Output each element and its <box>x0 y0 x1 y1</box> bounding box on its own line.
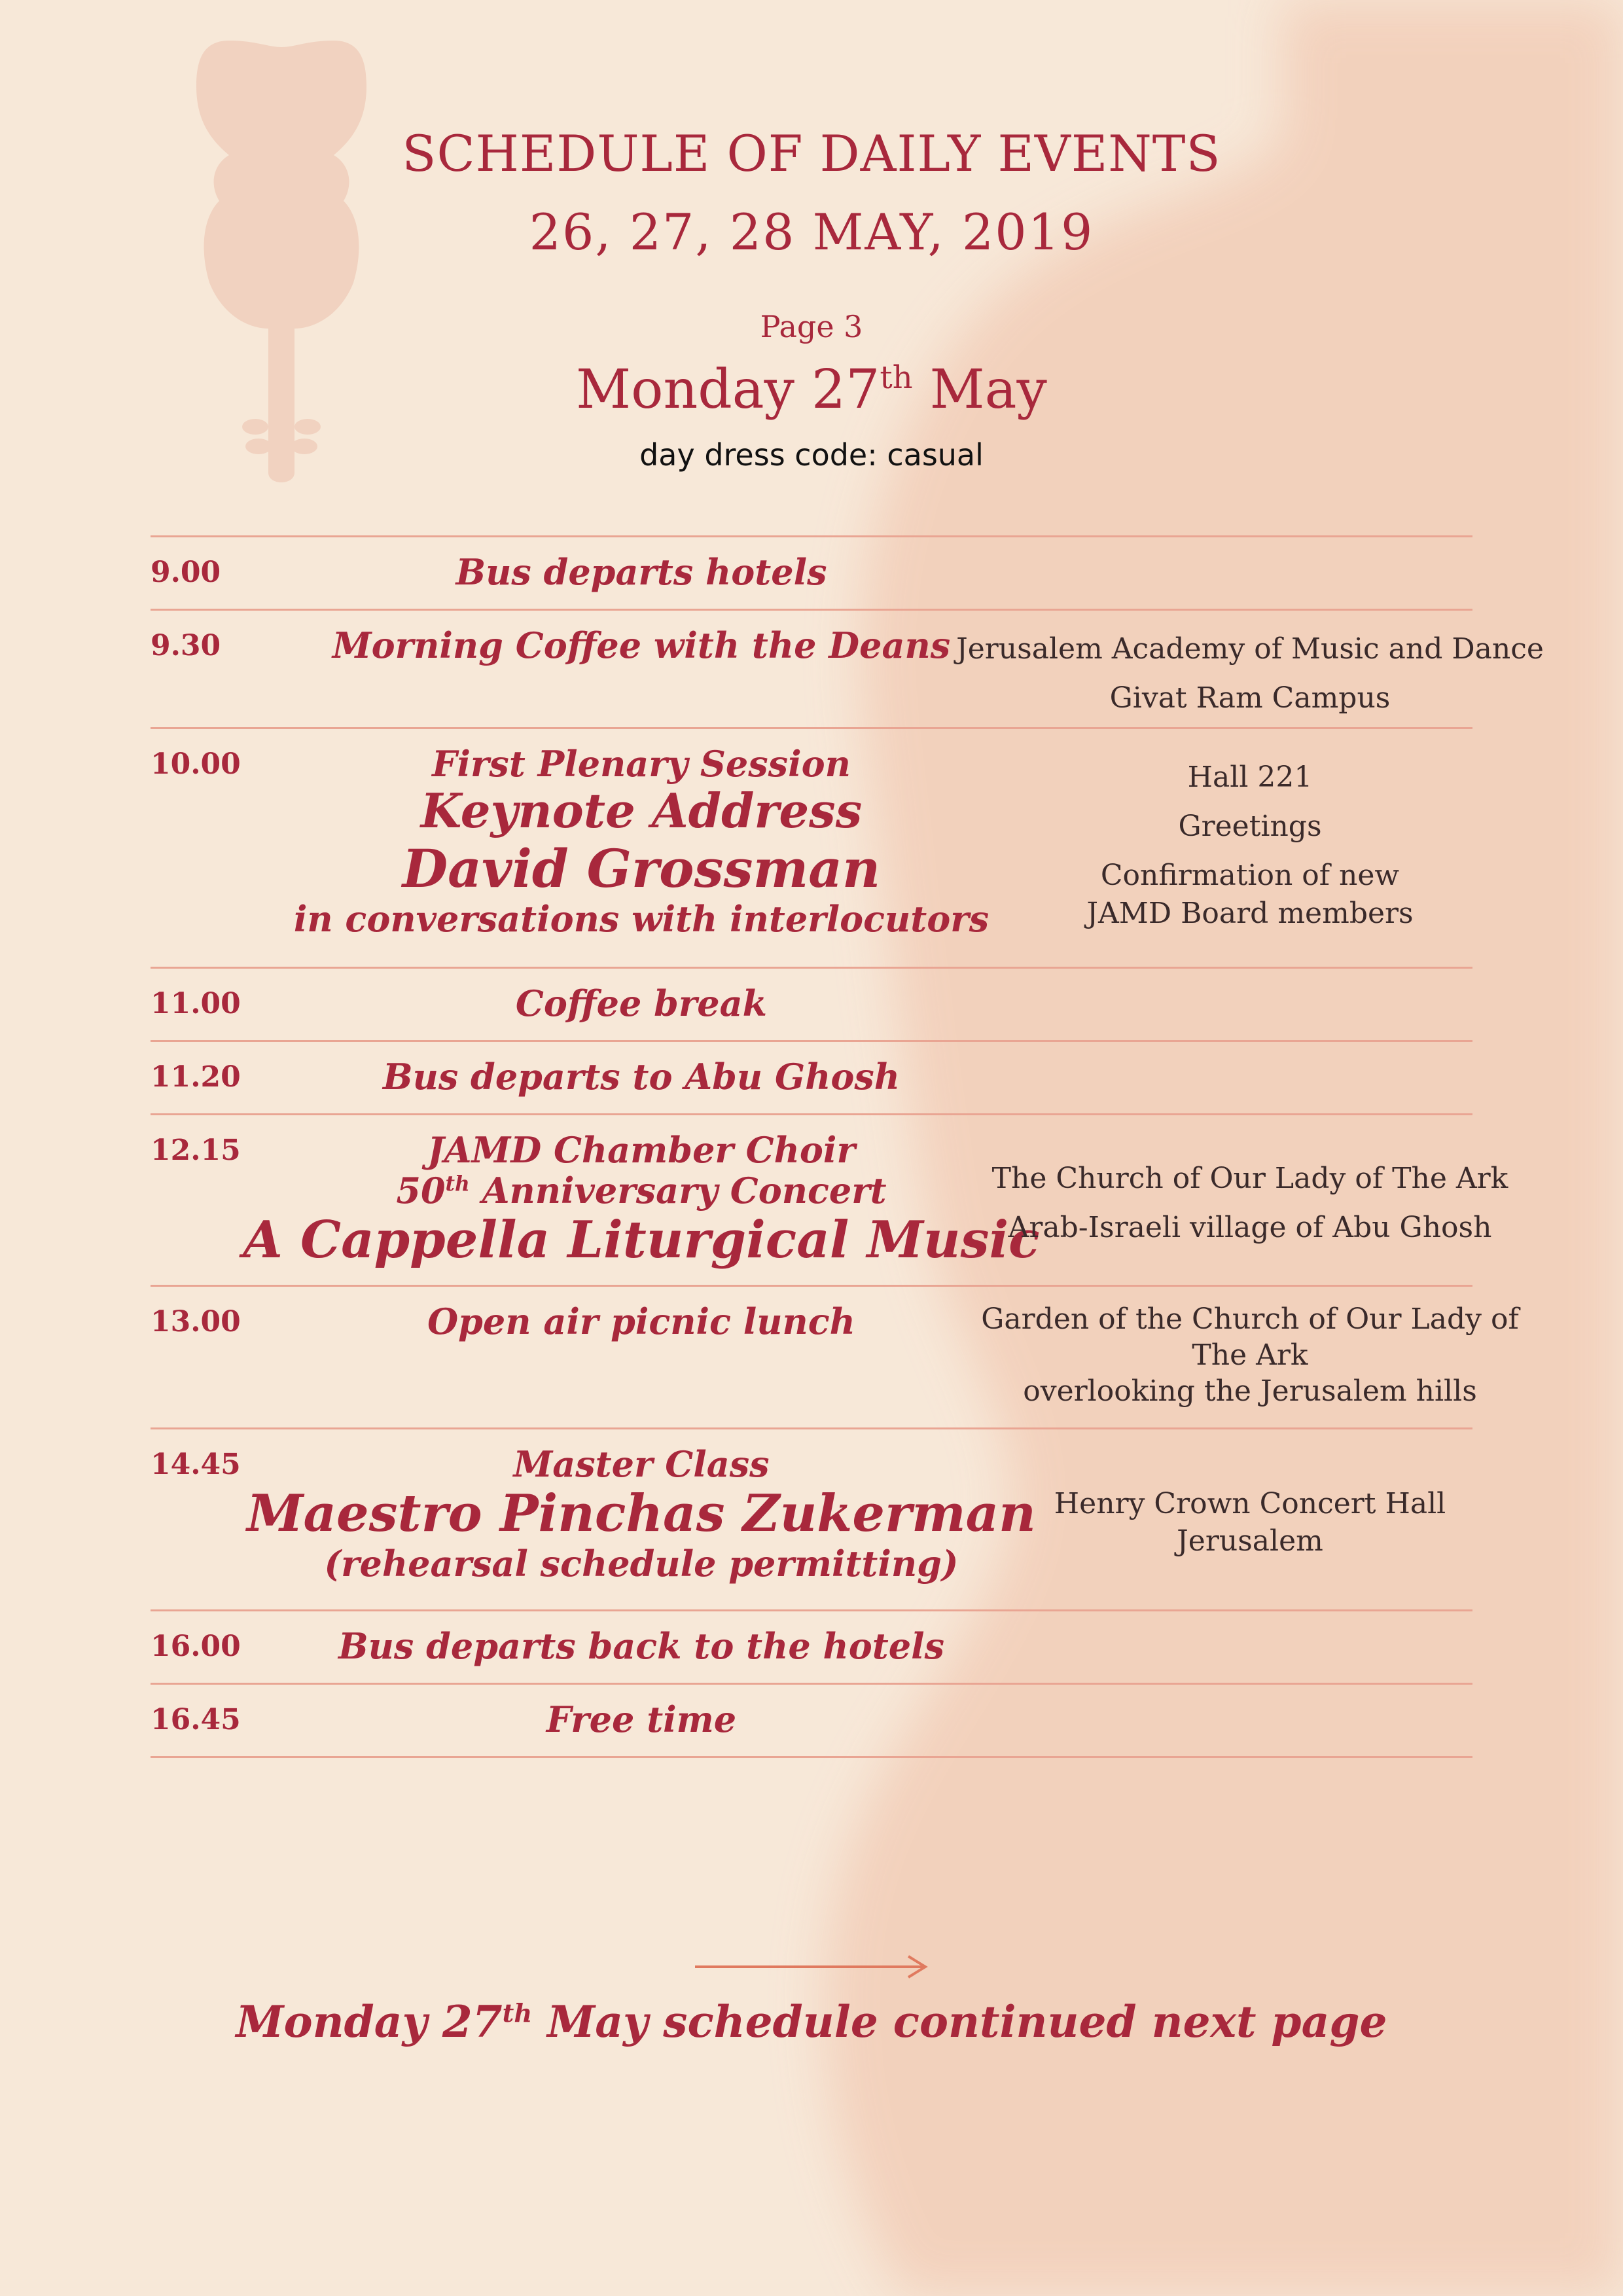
day-heading-prefix: Monday 27 <box>576 359 880 421</box>
event-line: Bus departs to Abu Ghosh <box>382 1056 901 1098</box>
schedule-row <box>151 969 1472 1042</box>
event-dates: 26, 27, 28 MAY, 2019 <box>529 203 1094 261</box>
event-line: Bus departs back to the hotels <box>338 1625 944 1667</box>
schedule-row <box>151 1685 1472 1758</box>
event-line: Maestro Pinchas Zukerman <box>247 1484 1036 1544</box>
page-title: SCHEDULE OF DAILY EVENTS <box>402 124 1221 183</box>
event-line: David Grossman <box>402 837 881 899</box>
schedule-table <box>151 535 1544 1758</box>
schedule-row <box>151 1042 1472 1115</box>
row-event <box>236 1056 1145 1097</box>
venue-line: The Ark <box>1192 1338 1308 1372</box>
row-time: 11.20 <box>151 1060 241 1094</box>
event-line: First Plenary Session <box>432 743 851 785</box>
violin-icon <box>190 41 373 499</box>
row-venue <box>916 1155 1584 1253</box>
row-venue <box>916 1485 1584 1560</box>
venue-line: Greetings <box>1178 810 1322 844</box>
row-time: 9.00 <box>151 556 221 589</box>
event-line-sup: th <box>445 1172 470 1196</box>
continued-note-sup: th <box>502 1999 533 2029</box>
event-line: (rehearsal schedule permitting) <box>324 1542 959 1585</box>
row-time: 9.30 <box>151 629 221 662</box>
row-event <box>236 552 1145 592</box>
row-time: 16.45 <box>151 1703 241 1736</box>
venue-line: Arab-Israeli village of Abu Ghosh <box>1008 1210 1492 1244</box>
day-heading-suffix: May <box>912 359 1047 421</box>
event-line: in conversations with interlocutors <box>293 897 990 940</box>
event-line: Morning Coffee with the Deans <box>332 624 951 666</box>
row-venue <box>916 759 1584 932</box>
arrow-right-icon <box>695 1954 931 1980</box>
event-line: Bus departs hotels <box>455 551 827 593</box>
venue-line: Jerusalem <box>1177 1524 1323 1558</box>
row-time: 10.00 <box>151 747 241 781</box>
event-line: Open air picnic lunch <box>427 1300 855 1342</box>
venue-line: Jerusalem Academy of Music and Dance <box>956 632 1544 666</box>
venue-line: overlooking the Jerusalem hills <box>1023 1374 1477 1408</box>
venue-line: The Church of Our Lady of The Ark <box>991 1162 1508 1195</box>
venue-line: JAMD Board members <box>1086 896 1414 930</box>
row-time: 12.15 <box>151 1134 241 1167</box>
row-time: 16.00 <box>151 1630 241 1663</box>
row-venue <box>916 1301 1584 1409</box>
event-line: Master Class <box>513 1443 770 1485</box>
schedule-row <box>151 611 1544 729</box>
day-heading <box>0 359 1623 421</box>
continued-note <box>0 1996 1623 2047</box>
row-time: 14.45 <box>151 1448 241 1481</box>
day-heading-sup: th <box>880 359 913 396</box>
row-event <box>236 983 1145 1024</box>
continued-note-suffix: May schedule continued next page <box>532 1996 1387 2047</box>
venue-line: Givat Ram Campus <box>1109 681 1391 715</box>
event-line-part: Anniversary Concert <box>469 1170 887 1212</box>
event-line: Keynote Address <box>420 783 863 839</box>
schedule-row <box>151 537 1472 611</box>
venue-line: Hall 221 <box>1187 761 1313 794</box>
schedule-row <box>151 1115 1508 1287</box>
page-number: Page 3 <box>760 309 863 344</box>
event-line: JAMD Chamber Choir <box>427 1129 855 1171</box>
row-time: 11.00 <box>151 987 241 1020</box>
row-venue <box>916 625 1584 723</box>
schedule-row <box>151 1611 1472 1685</box>
dress-code: day dress code: casual <box>639 437 984 473</box>
continued-note-prefix: Monday 27 <box>236 1996 503 2047</box>
row-event <box>236 1626 1145 1666</box>
venue-line: Confirmation of new <box>1100 859 1400 893</box>
event-line-part: 50 <box>396 1170 446 1212</box>
venue-line: Henry Crown Concert Hall <box>1054 1487 1446 1520</box>
venue-line: Garden of the Church of Our Lady of <box>981 1302 1519 1336</box>
schedule-row <box>151 1429 1472 1611</box>
schedule-row <box>151 1287 1519 1429</box>
event-line: Free time <box>546 1698 737 1740</box>
schedule-row <box>151 729 1472 969</box>
event-line: A Cappella Liturgical Music <box>243 1210 1040 1270</box>
row-time: 13.00 <box>151 1305 241 1338</box>
event-line: Coffee break <box>515 982 768 1024</box>
row-event <box>236 1699 1145 1740</box>
